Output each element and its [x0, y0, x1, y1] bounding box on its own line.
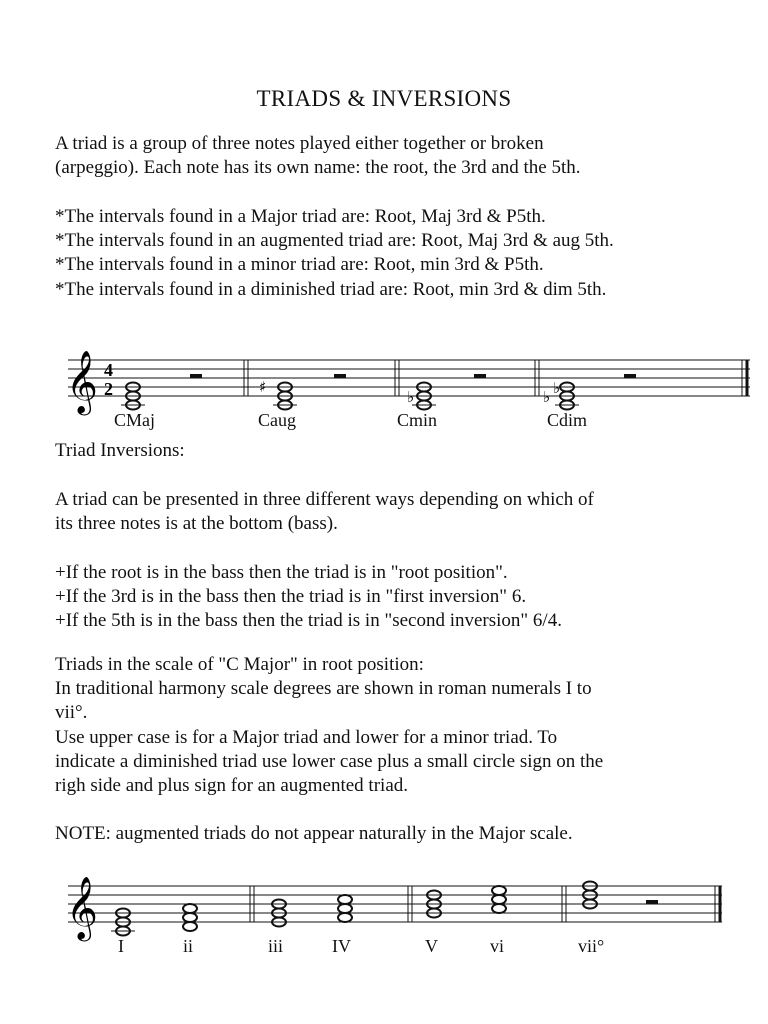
interval-major: *The intervals found in a Major triad are: Root, Maj 3rd & P5th.	[55, 206, 546, 227]
page-title: TRIADS & INVERSIONS	[256, 86, 512, 111]
chord-cdim	[543, 379, 579, 410]
scale-text-line-5: indicate a diminished triad use lower case plus a small circle sign on the	[55, 751, 604, 772]
chord-caug	[259, 378, 297, 410]
intro-line-1: A triad is a group of three notes played either together or broken	[55, 133, 544, 154]
inversions-intro-line-1: A triad can be presented in three different ways depending on which of	[55, 489, 594, 510]
time-signature-top: 4	[104, 360, 113, 380]
flat-icon: ♭	[543, 388, 551, 406]
scale-text-line-6: righ side and plus sign for an augmented triad.	[55, 775, 409, 796]
intro-line-2: (arpeggio). Each note has its own name: the root, the 3rd and the 5th.	[55, 157, 581, 178]
triad-types-staff	[0, 340, 768, 420]
inversion-rule-second: +If the 5th is in the bass then the triad is in "second inversion" 6/4.	[55, 610, 562, 631]
half-rest	[474, 374, 486, 378]
note-text: NOTE: augmented triads do not appear naturally in the Major scale.	[55, 823, 573, 844]
chord-vi	[492, 886, 506, 913]
scale-text-line-2: In traditional harmony scale degrees are shown in roman numerals I to	[55, 678, 592, 699]
degree-label-v: V	[425, 936, 438, 956]
half-rest	[646, 900, 658, 904]
interval-diminished: *The intervals found in a diminished triad are: Root, min 3rd & dim 5th.	[55, 279, 607, 300]
half-rest	[190, 374, 202, 378]
scale-text-line-1: Triads in the scale of "C Major" in root position:	[55, 654, 424, 675]
degree-label-ii: ii	[183, 936, 194, 956]
half-rest	[624, 374, 636, 378]
treble-clef-icon: 𝄞	[66, 350, 98, 413]
interval-minor: *The intervals found in a minor triad are: Root, min 3rd & P5th.	[55, 254, 544, 275]
sharp-icon: ♯	[259, 378, 267, 396]
chord-label-cdim: Cdim	[547, 410, 588, 430]
scale-text-line-3: vii°.	[55, 702, 88, 723]
degree-label-iii: iii	[268, 936, 284, 956]
scale-triads-staff	[0, 866, 768, 946]
inversion-rule-first: +If the 3rd is in the bass then the triad is in "first inversion" 6.	[55, 586, 527, 607]
flat-icon: ♭	[407, 388, 415, 406]
half-rest	[334, 374, 346, 378]
treble-clef-icon: 𝄞	[66, 876, 98, 939]
degree-label-i: I	[118, 936, 124, 956]
degree-label-vi: vi	[490, 936, 505, 956]
staff-lines	[68, 886, 722, 922]
chord-ii	[183, 904, 197, 931]
inversion-rule-root: +If the root is in the bass then the triad is in "root position".	[55, 562, 508, 583]
interval-augmented: *The intervals found in an augmented triad are: Root, Maj 3rd & aug 5th.	[55, 230, 614, 251]
scale-text-line-4: Use upper case is for a Major triad and lower for a minor triad. To	[55, 727, 558, 748]
chord-iv	[338, 895, 352, 922]
chord-label-cmin: Cmin	[397, 410, 438, 430]
time-signature-bottom: 2	[104, 379, 113, 399]
degree-label-iv: IV	[332, 936, 351, 956]
flat-icon: ♭	[553, 379, 561, 397]
chord-label-caug: Caug	[258, 410, 296, 430]
inversions-heading: Triad Inversions:	[55, 440, 185, 461]
inversions-intro-line-2: its three notes is at the bottom (bass).	[55, 513, 338, 534]
degree-label-vii-dim: vii°	[578, 936, 605, 956]
chord-label-cmaj: CMaj	[114, 410, 156, 430]
